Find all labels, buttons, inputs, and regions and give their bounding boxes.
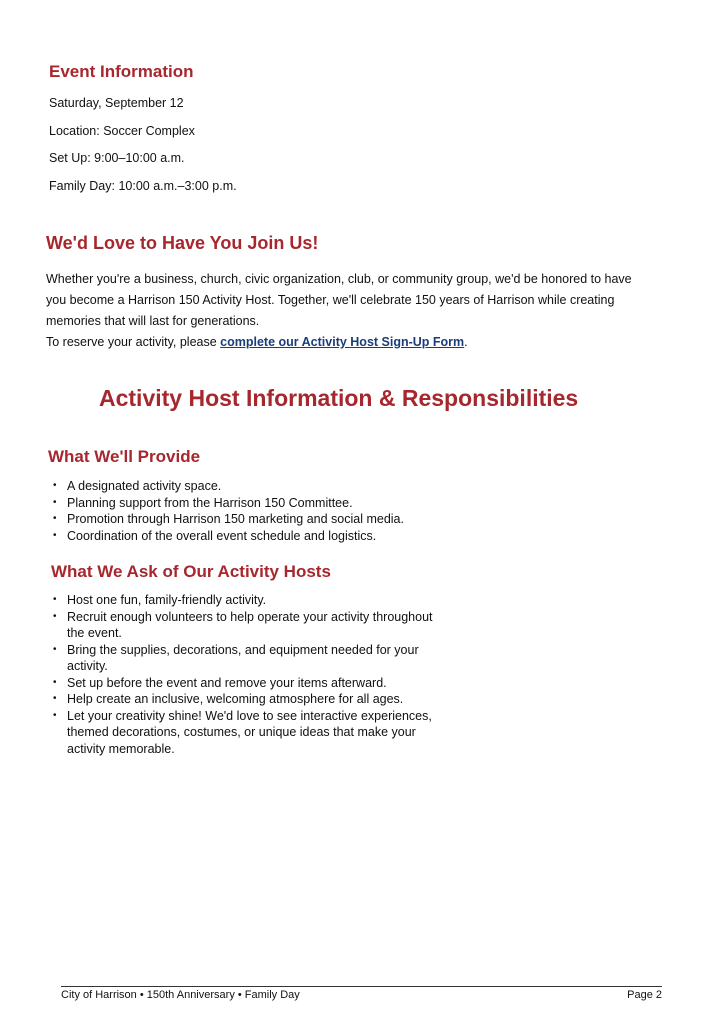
event-setup-time: Set Up: 9:00–10:00 a.m. (49, 151, 185, 165)
list-item: • Promotion through Harrison 150 marketing and social media. (53, 512, 404, 526)
footer-left-text: City of Harrison • 150th Anniversary • Family Day (61, 989, 300, 1001)
footer-divider (61, 986, 662, 987)
list-item: • Planning support from the Harrison 150 Committee. (53, 495, 353, 510)
bullet-icon: • (53, 693, 57, 704)
list-item: • Let your creativity shine! We'd love to see interactive experiences, themed decorations, costumes, or unique ideas that make your activity memorable. (53, 708, 432, 756)
ask-heading: What We Ask of Our Activity Hosts (51, 562, 331, 581)
list-item: • Set up before the event and remove your items afterward. (53, 675, 387, 690)
reserve-suffix: . (464, 335, 468, 349)
bullet-icon: • (53, 610, 57, 622)
provide-heading: What We'll Provide (48, 447, 201, 466)
join-paragraph: Whether you're a business, church, civic organization, club, or community group, we'd be honored to have you become a Harrison 150 Activity Host. Together, we'll celebrate 150 years of Harrison while creating memories that will last for generations. (46, 272, 632, 328)
signup-form-link[interactable]: complete our Activity Host Sign-Up Form (220, 335, 465, 349)
list-item: • A designated activity space. (53, 479, 222, 493)
list-item: • Recruit enough volunteers to help operate your activity throughout the event. (53, 609, 433, 640)
list-item: • Bring the supplies, decorations, and equipment needed for your activity. (53, 642, 419, 673)
bullet-icon: • (53, 709, 57, 721)
responsibilities-title: Activity Host Information & Responsibilities (99, 385, 579, 411)
join-heading: We'd Love to Have You Join Us! (46, 233, 319, 253)
bullet-icon: • (53, 594, 57, 605)
reserve-prefix: To reserve your activity, please (46, 335, 221, 349)
bullet-icon: • (53, 643, 57, 655)
event-date: Saturday, September 12 (49, 96, 184, 110)
event-location: Location: Soccer Complex (49, 124, 195, 138)
ask-list (49, 592, 449, 757)
list-item: • Coordination of the overall event schedule and logistics. (53, 528, 377, 543)
provide-list (49, 478, 449, 544)
bullet-icon: • (53, 513, 57, 524)
bullet-icon: • (53, 529, 57, 541)
event-info-heading: Event Information (49, 62, 194, 81)
bullet-icon: • (53, 480, 57, 491)
event-family-day-time: Family Day: 10:00 a.m.–3:00 p.m. (49, 179, 237, 193)
bullet-icon: • (53, 496, 57, 508)
list-item: • Help create an inclusive, welcoming atmosphere for all ages. (53, 692, 404, 706)
list-item: • Host one fun, family-friendly activity. (53, 593, 267, 607)
bullet-icon: • (53, 676, 57, 688)
page-number: Page 2 (627, 989, 662, 1001)
reserve-line (46, 332, 636, 353)
